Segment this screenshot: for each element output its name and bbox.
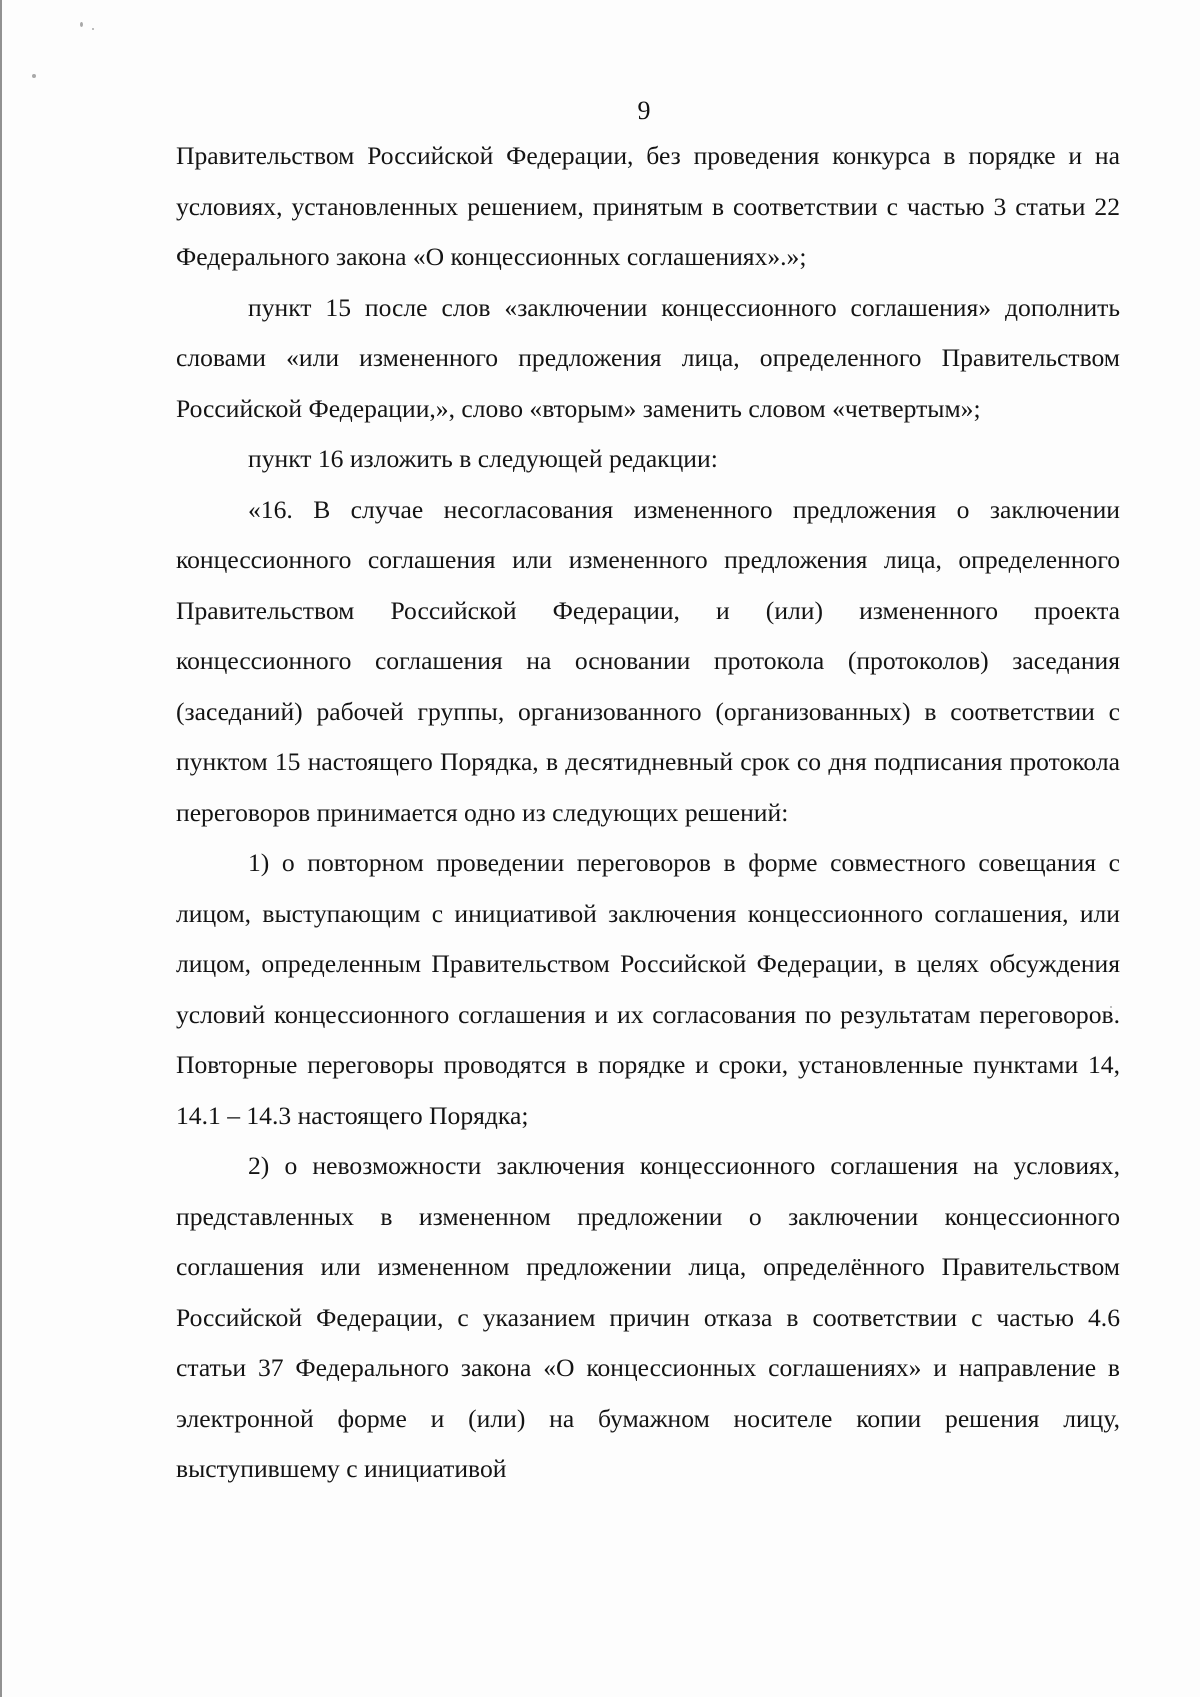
document-body <box>176 131 1120 1495</box>
paragraph-subitem-2: 2) о невозможности заключения концессионного соглашения на условиях, представленных в измененном предложении о заключении концессионного соглашения или измененном предложении лица, определённого Правительством Российской Федерации, с указанием причин отказа в соответствии с частью 4.6 статьи 37 Федерального закона «О концессионных соглашениях» и направление в электронной форме и (или) на бумажном носителе копии решения лицу, выступившему с инициативой <box>176 1151 1120 1483</box>
paragraph-item-16-intro: пункт 16 изложить в следующей редакции: <box>248 444 718 473</box>
paragraph-subitem-1: 1) о повторном проведении переговоров в форме совместного совещания с лицом, выступающим с инициативой заключения концессионного соглашения, или лицом, определенным Правительством Российской Федерации, в целях обсуждения условий концессионного соглашения и их согласования по результатам переговоров. Повторные переговоры проводятся в порядке и сроки, установленные пунктами 14, 14.1 – 14.3 настоящего Порядка; <box>176 848 1120 1130</box>
paragraph-item-16-text: «16. В случае несогласования измененного предложения о заключении концессионного соглашения или измененного предложения лица, определенного Правительством Российской Федерации, и (или) измененного проекта концессионного соглашения на основании протокола (протоколов) заседания (заседаний) рабочей группы, организованного (организованных) в соответствии с пунктом 15 настоящего Порядка, в десятидневный срок со дня подписания протокола переговоров принимается одно из следующих решений: <box>176 494 1120 827</box>
page-number: 9 <box>637 96 651 125</box>
scan-speck <box>92 28 94 30</box>
scan-edge <box>0 0 2 1697</box>
scan-speck <box>80 22 83 27</box>
paragraph-continuation: Правительством Российской Федерации, без проведения конкурса в порядке и на условиях, установленных решением, принятым в соответствии с частью 3 статьи 22 Федерального закона «О концессионных соглашениях».»; <box>176 141 1120 271</box>
scan-speck <box>32 74 36 78</box>
paragraph-item-15: пункт 15 после слов «заключении концессионного соглашения» дополнить словами «или измененного предложения лица, определенного Правительством Российской Федерации,», слово «вторым» заменить словом «четвертым»; <box>176 292 1120 423</box>
